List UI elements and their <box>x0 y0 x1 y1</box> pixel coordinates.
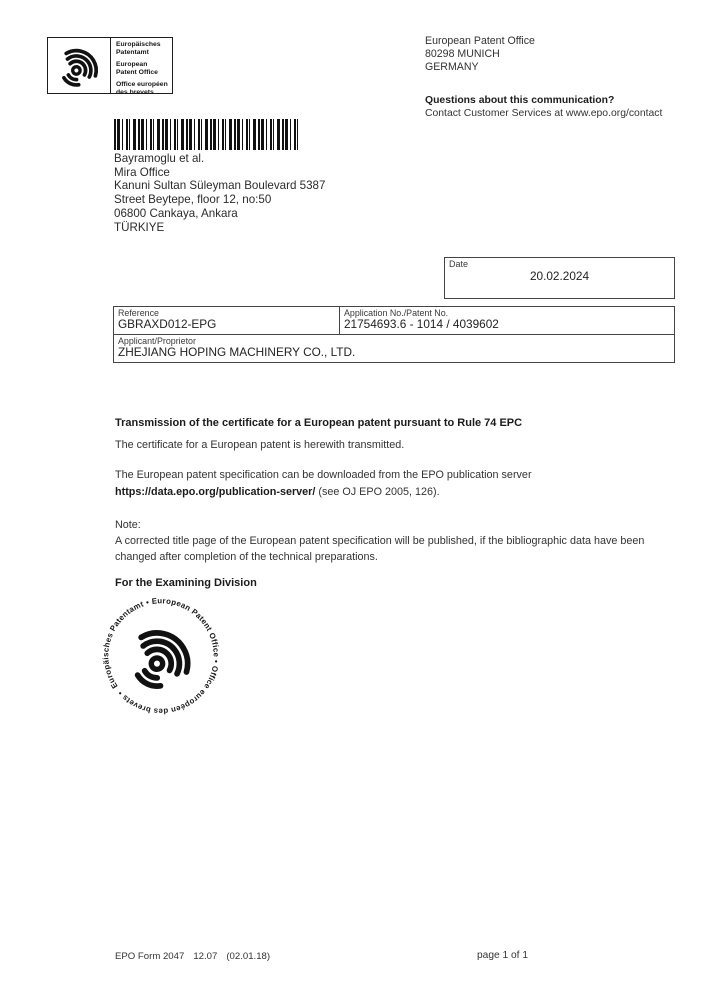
letter-paragraph: The certificate for a European patent is herewith transmitted. <box>115 439 405 451</box>
recipient-line: Mira Office <box>114 165 170 179</box>
office-address-line: GERMANY <box>425 61 479 73</box>
office-address-line: 80298 MUNICH <box>425 48 500 60</box>
reference-value: GBRAXD012-EPG <box>118 317 217 331</box>
office-address-line: European Patent Office <box>425 35 535 47</box>
recipient-line: Kanuni Sultan Süleyman Boulevard 5387 <box>114 179 326 193</box>
letter-paragraph <box>115 467 681 500</box>
download-url-line <box>115 484 681 501</box>
office-address <box>425 35 535 74</box>
epo-header-logo-box <box>47 37 173 94</box>
logo-text-en: European Patent Office <box>116 61 158 76</box>
reference-label: Reference <box>118 308 159 318</box>
application-label: Application No./Patent No. <box>344 308 449 318</box>
date-label: Date <box>449 259 469 269</box>
applicant-label: Applicant/Proprietor <box>118 336 196 346</box>
date-value: 20.02.2024 <box>529 269 590 283</box>
letter-title: Transmission of the certificate for a European patent pursuant to Rule 74 EPC <box>115 417 523 429</box>
questions-block <box>425 94 662 120</box>
application-value: 21754693.6 - 1014 / 4039602 <box>344 317 499 331</box>
date-box <box>444 257 675 299</box>
reference-table <box>113 306 675 363</box>
epo-logo-icon <box>48 38 111 93</box>
note-text: A corrected title page of the European patent specification will be published, if the bibliographic data have been changed after completion of the technical preparations. <box>115 535 645 563</box>
page-indicator: page 1 of 1 <box>477 950 528 961</box>
logo-text-fr: Office européen des brevets <box>116 81 168 96</box>
reference-table-row <box>114 335 674 362</box>
publication-server-url: https://data.epo.org/publication-server/ <box>115 485 316 498</box>
examining-division-signoff: For the Examining Division <box>115 577 257 589</box>
form-number: EPO Form 2047 <box>115 951 185 962</box>
recipient-line: TÜRKIYE <box>114 220 165 234</box>
applicant-cell <box>114 335 674 362</box>
recipient-address <box>114 152 325 234</box>
oj-reference: (see OJ EPO 2005, 126). <box>315 485 440 498</box>
application-cell <box>339 307 674 334</box>
seal-text: Europäisches Patentamt • European Patent Office • Office européen des brevets • <box>101 596 221 716</box>
recipient-line: 06800 Cankaya, Ankara <box>114 206 238 220</box>
questions-title: Questions about this communication? <box>425 95 615 106</box>
form-date: (02.01.18) <box>226 951 271 962</box>
footer-form-id <box>115 951 279 962</box>
recipient-line: Bayramoglu et al. <box>114 152 205 165</box>
recipient-line: Street Beytepe, floor 12, no:50 <box>114 193 272 207</box>
form-version: 12.07 <box>193 951 218 962</box>
examining-division-seal <box>99 594 223 718</box>
barcode <box>114 119 299 150</box>
svg-text:Europäisches Patentamt • Europ <box>99 594 223 718</box>
note-label: Note: <box>115 519 141 531</box>
epo-logo-text <box>111 38 172 96</box>
logo-text-de: Europäisches Patentamt <box>116 41 161 56</box>
reference-cell <box>114 307 339 334</box>
note-block <box>115 517 681 565</box>
download-info-line: The European patent specification can be downloaded from the EPO publication server <box>115 469 532 481</box>
questions-contact: Contact Customer Services at www.epo.org/contact <box>425 108 663 119</box>
applicant-value: ZHEJIANG HOPING MACHINERY CO., LTD. <box>118 345 356 359</box>
reference-table-row <box>114 307 674 335</box>
